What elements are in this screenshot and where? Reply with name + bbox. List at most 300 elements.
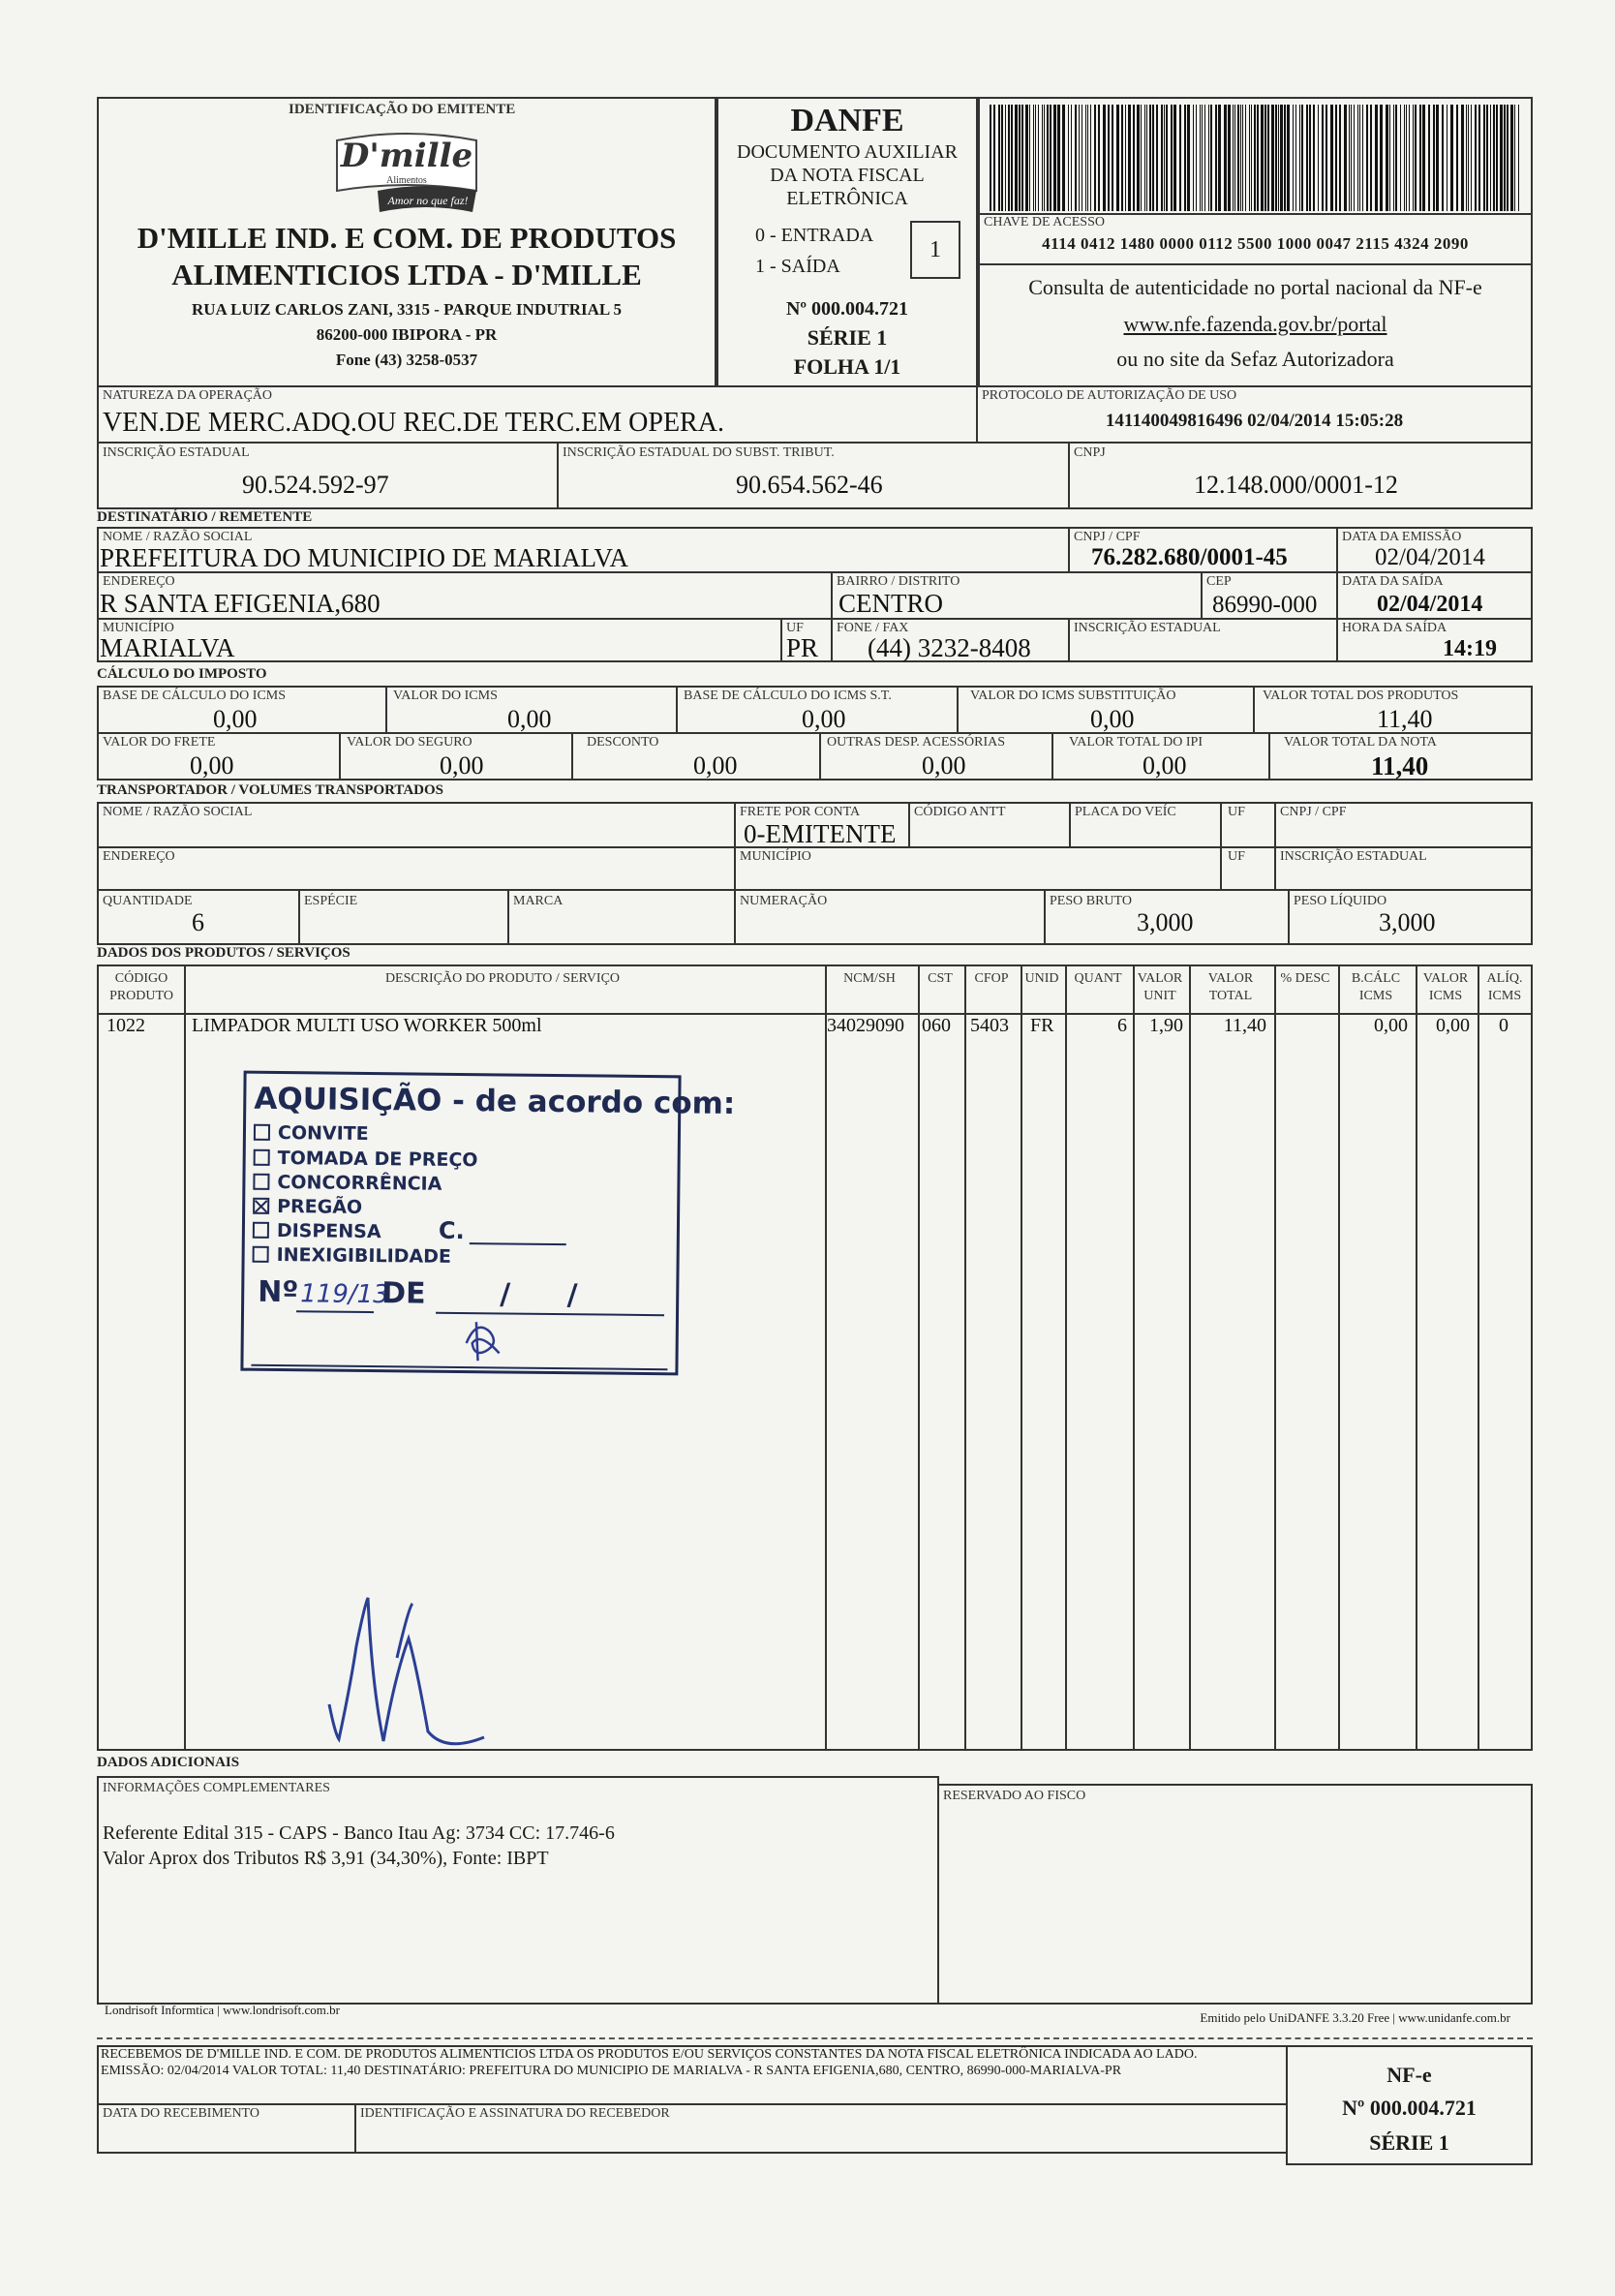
tax-value: 11,40 [1377,705,1433,733]
dest-col-ie [1068,618,1070,662]
barcode-bar [1251,105,1252,211]
barcode-bar [1008,105,1010,211]
barcode-bar [1514,105,1515,211]
barcode-bar [1280,105,1283,211]
checkbox-icon [253,1222,269,1239]
dest-cnpj-label: CNPJ / CPF [1074,530,1141,544]
logo-text: D'mille [340,137,473,175]
adicionais-section: DADOS ADICIONAIS [97,1755,240,1770]
tax-value-total: 11,40 [1371,751,1429,781]
barcode-bar [1406,105,1407,211]
tax-cell [385,686,676,734]
stamp-de-label: DE [381,1276,426,1311]
td-cst: 060 [922,1015,951,1036]
dest-hora-label: HORA DA SAÍDA [1342,621,1447,635]
danfe-sub1: DOCUMENTO AUXILIAR [737,141,958,163]
transp-cnpj-label: CNPJ / CPF [1280,805,1347,819]
emitente-phone: Fone (43) 3258-0537 [335,351,478,369]
transp-endereco-label: ENDEREÇO [103,849,175,864]
th-unid: UNID [1024,971,1059,986]
barcode-bar [1318,105,1319,211]
barcode-bar [1309,105,1311,211]
ie-value: 90.524.592-97 [242,471,389,499]
barcode-bar [1295,105,1296,211]
barcode-bar [1284,105,1286,211]
stamp-bottom-line [251,1364,667,1371]
fisco-box [937,1784,1533,2005]
barcode-bar [1496,105,1498,211]
danfe-folha: FOLHA 1/1 [793,354,901,379]
danfe-tipo: 1 [910,221,960,279]
checked-checkbox-icon [253,1198,269,1214]
transp-col-pesol [1288,889,1290,945]
destinatario-section: DESTINATÁRIO / REMETENTE [97,509,313,525]
barcode-bar [1322,105,1324,211]
barcode-bar [1005,105,1006,211]
stamp-numero-line [296,1310,374,1313]
barcode-bar [1242,105,1243,211]
barcode-bar [1141,105,1142,211]
canhoto-nfe: NF-e [1386,2063,1432,2087]
tax-value: 0,00 [1143,751,1187,780]
barcode-bar [1228,105,1231,211]
stamp-numero-label: Nº [258,1274,299,1310]
transp-nome-label: NOME / RAZÃO SOCIAL [103,805,253,819]
col-cfop [964,966,966,1749]
tax-cell [1268,732,1533,781]
transp-frete: 0-EMITENTE [744,819,897,848]
barcode-bar [1330,105,1333,211]
barcode-bar [1025,105,1028,211]
th-cst: CST [928,971,953,986]
barcode-bar [1389,105,1390,211]
th-ncm: NCM/SH [843,971,896,986]
transp-ie-label: INSCRIÇÃO ESTADUAL [1280,849,1427,864]
transp-uf2-label: UF [1228,849,1245,864]
danfe-title: DANFE [790,103,904,138]
barcode-bar [1245,105,1246,211]
col-ncm [825,966,827,1749]
col-quant [1065,966,1067,1749]
transp-peso-liquido: 3,000 [1379,908,1436,936]
stamp-option-dispensa: DISPENSA [253,1220,381,1242]
barcode-bar [1471,105,1472,211]
stamp-title: AQUISIÇÃO - de acordo com: [254,1081,736,1121]
th-cfop: CFOP [974,971,1009,986]
dest-col-uf [780,618,782,662]
stamp-option-pregao: PREGÃO [253,1196,362,1218]
tax-cell [1051,732,1268,781]
barcode-bar [1208,105,1209,211]
handwritten-signature [300,1569,533,1762]
dest-col-cnpj [1068,527,1070,571]
barcode-bar [1164,105,1165,211]
barcode-bar [1053,105,1056,211]
barcode-bar [1149,105,1151,211]
td-codigo: 1022 [107,1015,145,1036]
barcode-bar [1215,105,1217,211]
barcode-bar [1033,105,1034,211]
barcode-bar [1021,105,1023,211]
natureza-label: NATUREZA DA OPERAÇÃO [103,388,273,403]
stamp-option-concorrencia: CONCORRÊNCIA [253,1172,442,1195]
barcode-bar [1128,105,1131,211]
barcode-bar [1112,105,1113,211]
barcode-bar [1098,105,1100,211]
tax-cell [97,686,387,734]
dest-uf-label: UF [786,621,804,635]
td-aliq: 0 [1499,1015,1508,1036]
barcode-bar [1094,105,1096,211]
barcode-bar [1278,105,1279,211]
barcode-bar [1038,105,1039,211]
dest-col-bairro [831,571,833,618]
transp-col-pesob [1044,889,1046,945]
barcode-bar [1344,105,1347,211]
barcode-bar [1450,105,1453,211]
barcode-bar [1075,105,1077,211]
transp-frete-label: FRETE POR CONTA [740,805,861,819]
dest-endereco: R SANTA EFIGENIA,680 [100,589,381,618]
dest-bairro: CENTRO [838,589,943,618]
col-descricao [184,966,186,1749]
barcode-bar [1196,105,1197,211]
consulta-line1: Consulta de autenticidade no portal nacional da NF-e [1028,275,1482,299]
barcode-bar [1200,105,1201,211]
tax-cell [1253,686,1533,734]
transp-quantidade-label: QUANTIDADE [103,894,193,908]
checkbox-icon [253,1246,269,1263]
chave-value: 4114 0412 1480 0000 0112 5500 1000 0047 2115 4324 2090 [1042,234,1469,253]
emitente-name-1: D'MILLE IND. E COM. DE PRODUTOS [137,221,677,255]
td-descricao: LIMPADOR MULTI USO WORKER 500ml [192,1015,542,1036]
protocolo-label: PROTOCOLO DE AUTORIZAÇÃO DE USO [982,388,1237,403]
col-vunit [1133,966,1135,1749]
tax-label: VALOR DO ICMS SUBSTITUIÇÃO [970,689,1176,703]
barcode-bar [1419,105,1421,211]
barcode-bar [1108,105,1110,211]
barcode-bar [1486,105,1488,211]
canhoto-divider [97,2103,1288,2105]
barcode-bar [1047,105,1049,211]
tax-label: VALOR TOTAL DO IPI [1069,735,1203,750]
barcode-bar [1354,105,1355,211]
info-label: INFORMAÇÕES COMPLEMENTARES [103,1781,330,1795]
cnpj-label: CNPJ [1074,445,1106,460]
tax-value: 0,00 [213,705,258,733]
th-bcalc: B.CÁLC ICMS [1351,971,1401,1003]
barcode-bar [1468,105,1469,211]
barcode-bar [1210,105,1212,211]
canhoto-data-label: DATA DO RECEBIMENTO [103,2106,259,2121]
barcode-bar [1029,105,1030,211]
barcode-bar [1359,105,1360,211]
barcode-bar [1293,105,1294,211]
dest-col-fone [831,618,833,662]
barcode-bar [1409,105,1410,211]
transp-col-cnpj [1274,802,1276,889]
barcode-bar [1386,105,1388,211]
transp-especie-label: ESPÉCIE [304,894,358,908]
emitente-address: RUA LUIZ CARLOS ZANI, 3315 - PARQUE INDUTRIAL 5 [191,300,623,319]
th-descricao: DESCRIÇÃO DO PRODUTO / SERVIÇO [384,971,621,986]
dest-municipio-label: MUNICÍPIO [103,621,174,635]
td-unid: FR [1030,1015,1054,1036]
dest-nome-label: NOME / RAZÃO SOCIAL [103,530,253,544]
iest-value: 90.654.562-46 [736,471,883,499]
canhoto-assinatura-label: IDENTIFICAÇÃO E ASSINATURA DO RECEBEDOR [360,2106,670,2121]
barcode-bar [1362,105,1363,211]
barcode-bar [1313,105,1315,211]
tax-label: DESCONTO [587,735,659,750]
th-vicms: VALOR ICMS [1422,971,1469,1003]
td-cfop: 5403 [970,1015,1009,1036]
tax-value: 0,00 [190,751,234,780]
tax-cell [819,732,1051,781]
tax-label: VALOR TOTAL DA NOTA [1284,735,1437,750]
tax-cell [571,732,823,781]
dest-nome: PREFEITURA DO MUNICIPIO DE MARIALVA [100,543,629,572]
barcode-bar [1011,105,1013,211]
barcode-bar [1254,105,1256,211]
dest-cep-label: CEP [1206,574,1232,589]
emitente-city: 86200-000 IBIPORA - PR [316,325,498,344]
barcode-bar [1518,105,1519,211]
stamp-initials [456,1314,515,1363]
tax-value: 0,00 [440,751,484,780]
col-vicms [1416,966,1417,1749]
info-line2: Valor Aprox dos Tributos R$ 3,91 (34,30%), Fonte: IBPT [103,1848,549,1869]
barcode-bar [1257,105,1259,211]
dest-emissao-label: DATA DA EMISSÃO [1342,530,1462,544]
barcode-bar [1085,105,1086,211]
barcode-bar [1050,105,1051,211]
barcode-bar [1380,105,1383,211]
barcode-bar [1366,105,1368,211]
th-codigo: CÓDIGO PRODUTO [109,971,173,1003]
dest-col-cep [1201,571,1203,618]
transp-uf-label: UF [1228,805,1245,819]
transp-marca-label: MARCA [513,894,564,908]
barcode-bar [1187,105,1190,211]
dest-saida: 02/04/2014 [1377,592,1483,617]
dest-row-divider-2 [97,618,1533,620]
barcode-bar [1001,105,1003,211]
barcode-bar [1237,105,1239,211]
barcode-bar [1335,105,1337,211]
barcode-bar [1400,105,1401,211]
ie-label: INSCRIÇÃO ESTADUAL [103,445,250,460]
barcode-bar [1461,105,1464,211]
barcode-bar [1267,105,1269,211]
barcode-bar [1504,105,1506,211]
transp-row-divider-2 [97,889,1533,891]
barcode-bar [1240,105,1241,211]
barcode-bar [1475,105,1477,211]
barcode-bar [1166,105,1168,211]
canhoto-serie: SÉRIE 1 [1369,2130,1449,2155]
th-quant: QUANT [1074,971,1122,986]
barcode-bar [1351,105,1352,211]
stamp-option-inexig: INEXIGIBILIDADE [253,1244,452,1268]
dest-fone-label: FONE / FAX [837,621,909,635]
barcode-bar [1478,105,1480,211]
tax-label: VALOR TOTAL DOS PRODUTOS [1263,689,1459,703]
logo-sub: Alimentos [386,175,427,186]
barcode-bar [1249,105,1250,211]
info-line1: Referente Edital 315 - CAPS - Banco Itau Ag: 3734 CC: 17.746-6 [103,1822,615,1844]
barcode-bar [1079,105,1080,211]
transp-peso-bruto-label: PESO BRUTO [1050,894,1132,908]
dest-municipio: MARIALVA [100,633,235,662]
barcode-bar [1218,105,1221,211]
barcode-bar [1456,105,1458,211]
barcode-bar [1144,105,1145,211]
barcode-bar [1057,105,1060,211]
dest-hora: 14:19 [1443,636,1497,661]
dest-cep: 86990-000 [1212,592,1318,618]
tax-label: OUTRAS DESP. ACESSÓRIAS [827,735,1005,750]
td-vunit: 1,90 [1149,1015,1183,1036]
barcode-bar [1062,105,1065,211]
produtos-section: DADOS DOS PRODUTOS / SERVIÇOS [97,945,350,961]
barcode-bar [1500,105,1503,211]
barcode-bar [1171,105,1173,211]
barcode-bar [1090,105,1091,211]
barcode-bar [1490,105,1491,211]
barcode-bar [1404,105,1405,211]
fisco-label: RESERVADO AO FISCO [943,1789,1086,1803]
danfe-saida: 1 - SAÍDA [755,256,840,277]
transp-col-especie [298,889,300,945]
transportador-section: TRANSPORTADOR / VOLUMES TRANSPORTADOS [97,782,444,798]
transp-col-uf [1220,802,1222,889]
barcode-bar [1068,105,1069,211]
barcode-bar [998,105,1000,211]
barcode-bar [1275,105,1277,211]
barcode-bar [1234,105,1235,211]
tax-label: VALOR DO ICMS [393,689,498,703]
tax-value: 0,00 [507,705,552,733]
th-aliq: ALÍQ. ICMS [1486,971,1523,1003]
col-cst [918,966,920,1749]
td-vicms: 0,00 [1436,1015,1470,1036]
barcode-bar [990,105,991,211]
barcode-bar [1349,105,1350,211]
dest-endereco-label: ENDEREÇO [103,574,175,589]
dest-uf: PR [786,633,819,662]
danfe-sub2: DA NOTA FISCAL [770,165,925,186]
th-vunit: VALOR UNIT [1137,971,1183,1003]
transp-col-antt [908,802,910,846]
barcode-bar [1466,105,1467,211]
barcode-bar [1370,105,1372,211]
footer-right: Emitido pelo UniDANFE 3.3.20 Free | www.unidanfe.com.br [1200,2010,1510,2025]
tax-cell [97,732,339,781]
danfe-entrada: 0 - ENTRADA [755,225,874,246]
barcode-bar [1339,105,1341,211]
emitente-section-label: IDENTIFICAÇÃO DO EMITENTE [289,102,516,117]
barcode-bar [1393,105,1394,211]
tax-label: BASE DE CÁLCULO DO ICMS [103,689,287,703]
barcode-bar [1224,105,1227,211]
barcode-bar [1299,105,1300,211]
stamp-date-slashes: / / [500,1277,578,1313]
barcode-bar [1433,105,1435,211]
barcode-bar [1261,105,1264,211]
stamp-option-convite: CONVITE [254,1122,369,1145]
barcode-bar [993,105,995,211]
barcode-bar [1265,105,1266,211]
dest-cnpj: 76.282.680/0001-45 [1091,544,1288,570]
company-logo [329,131,484,218]
canhoto-text: RECEBEMOS DE D'MILLE IND. E COM. DE PRODUTOS ALIMENTICIOS LTDA OS PRODUTOS E/OU SERVIÇOS CONSTANTES DA NOTA FISCAL ELETRÔNICA INDICADA AO LADO. EMISSÃO: 02/04/2014 VALOR TOTAL: 11,40 DESTINATÁRIO: PREFEITURA DO MUNICIPIO DE MARIALVA - R SANTA EFIGENIA,680, CENTRO, 86990-000-MARIALVA-PR [101,2047,1198,2078]
barcode-bar [1146,105,1147,211]
barcode-bar [1428,105,1430,211]
footer-left: Londrisoft Informtica | www.londrisoft.com.br [105,2003,340,2017]
tax-value: 0,00 [922,751,966,780]
transp-antt-label: CÓDIGO ANTT [914,805,1006,819]
tax-cell [339,732,571,781]
barcode-bar [1436,105,1439,211]
dest-emissao: 02/04/2014 [1375,544,1485,570]
tax-value: 0,00 [693,751,738,780]
barcode-bar [1042,105,1043,211]
stamp-numero-handwritten: 119/13 [300,1279,389,1310]
barcode-bar [1202,105,1203,211]
transp-peso-liquido-label: PESO LÍQUIDO [1294,894,1387,908]
tax-value: 0,00 [1090,705,1135,733]
barcode-bar [1173,105,1176,211]
checkbox-icon [254,1124,270,1141]
transp-col-placa [1069,802,1071,846]
info-box [97,1776,939,2005]
barcode-bar [1152,105,1154,211]
consulta-link[interactable]: www.nfe.fazenda.gov.br/portal [1123,312,1387,336]
barcode-bar [1179,105,1181,211]
transp-quantidade: 6 [192,908,204,936]
barcode-bar [1395,105,1397,211]
barcode-bar [1044,105,1045,211]
barcode-bar [1121,105,1123,211]
col-bcalc [1338,966,1340,1749]
dest-fone: (44) 3232-8408 [868,633,1031,662]
col-desc [1274,966,1276,1749]
barcode-bar [1103,105,1106,211]
barcode [986,105,1525,211]
stamp-c-line [470,1242,566,1245]
barcode-bar [1375,105,1378,211]
barcode-bar [1493,105,1495,211]
barcode-bar [1087,105,1088,211]
barcode-bar [1357,105,1358,211]
danfe-serie: SÉRIE 1 [807,325,888,350]
natureza-value: VEN.DE MERC.ADQ.OU REC.DE TERC.EM OPERA. [103,408,724,438]
dest-bairro-label: BAIRRO / DISTRITO [837,574,960,589]
barcode-bar [1510,105,1513,211]
transp-numeracao-label: NUMERAÇÃO [740,894,828,908]
chave-divider [978,263,1533,265]
barcode-bar [1133,105,1135,211]
barcode-bar [1326,105,1327,211]
checkbox-icon [254,1149,270,1166]
tax-label: VALOR DO FRETE [103,735,216,750]
dest-saida-label: DATA DA SAÍDA [1342,574,1444,589]
canhoto-numero: Nº 000.004.721 [1342,2096,1477,2120]
canhoto-col [354,2103,356,2154]
logo-slogan: Amor no que faz! [387,194,469,207]
protocolo-value: 141140049816496 02/04/2014 15:05:28 [1105,411,1404,431]
